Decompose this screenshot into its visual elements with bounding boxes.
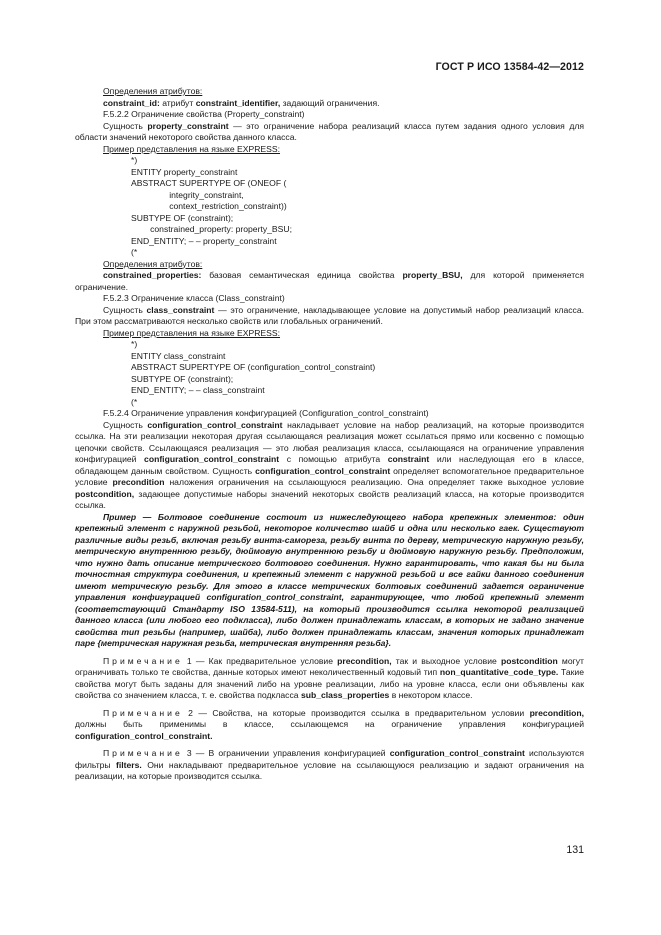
attr-name: constraint_id: [103,97,160,108]
bold-term: postcondition [500,655,558,666]
text-run: Они накладывают предварительное условие на ссылающуюся реализацию и задают ограничения на реализации, на которые производится ссылка. [75,759,584,781]
code-line: *) [131,155,138,165]
attr-constrained-properties [75,270,584,293]
section-heading-f522: F.5.2.2 Ограничение свойства (Property_constraint) [103,109,305,119]
note-label: Примечание [103,655,183,666]
code-line: *) [131,339,138,349]
bolt-connection-example: Пример — Болтовое соединение состоит из нижеследующего набора крепежных элементов: один крепежный элемент с наружной резьбой, некоторое количество шайб и одна или несколько гаек. Существуют различные виды резьб, включая резьбу винта-самореза, резьбу винта по дереву, метрическую наружную резьбу, метрическую внутреннюю резьбу, дюймовую внутреннюю резьбу и дюймовую наружную резьбу. Предположим, что нужно дать описание метрического болтового соединения. Нужно гарантировать, что какая бы ни была точностная структура соединения, и крепежный элемент с наружной резьбой и все гайки данного соединения имеют метрическую резьбу. Для этого в классе метрических болтовых соединений задается ограничение управления конфигурацией configuration_control_constraint, гарантирующее, что любой крепежный элемент (соответствующий Стандарту ISO 13584-511), на который производится ссылка некоторой реализацией данного класса (или любого его подкласса), либо должен принадлежать классам, в которых не задано значение свойства тип резьбы (например, шайба), либо должен принадлежать классам, значения которых принадлежат паре {метрическая наружная резьба, метрическая внутренняя резьба}. [75,511,584,648]
class-constraint-paragraph [75,305,584,328]
section-heading-f524: F.5.2.4 Ограничение управления конфигурацией (Configuration_control_constraint) [103,408,429,418]
text-run: 1 — Как предварительное условие [182,655,338,666]
note-label: Примечание [103,748,183,758]
text-run: 2 — Свойства, на которые производится ссылка в предварительном условии [182,707,530,718]
text-run: Сущность [103,419,148,430]
bold-term: property_BSU, [402,270,463,280]
note-3 [75,748,584,783]
bold-term: non_quantitative_code_type. [439,667,559,677]
code-line: ABSTRACT SUPERTYPE OF (configuration_control_constraint) [131,362,376,372]
text-run: атрибут [159,97,196,108]
text-run: Сущность [103,120,148,131]
bold-term: constraint [387,454,430,464]
text-run: накладывает условие на набор реализаций, на которые производится ссылка. На эти реализации некоторая другая ссылающаяся реализация может ссылаться прямо или косвенно с помощью цепочки свойств. Ссылающаяся реализация — это любая реализация класса, ссылающаяся на ограничение управления конфигурацией [75,419,584,464]
code-line: ENTITY class_constraint [131,350,226,361]
bold-term: configuration_control_constraint [255,465,391,476]
page-number: 131 [566,844,584,856]
bold-term: configuration_control_constraint. [75,730,213,741]
text-run: должны быть применимы в классе, ссылающемся на ограничение управления конфигурацией [75,719,584,729]
attr-definitions-heading [75,86,584,98]
text-run: задающее допустимые наборы значений некоторых свойств реализаций класса, на которые производится ссылка. [75,488,584,510]
code-line: ENTITY property_constraint [131,166,238,177]
attr-constraint-id [75,98,584,110]
code-line: END_ENTITY; – – class_constraint [131,385,265,395]
code-line: constrained_property: property_BSU; [131,224,292,234]
text-run: базовая семантическая единица свойства [201,270,403,280]
code-line: ABSTRACT SUPERTYPE OF (ONEOF ( [131,178,287,188]
bold-term: property_constraint [147,120,229,131]
text-run: наложения ограничения на ссылающуюся реализацию. Она определяет также выходное условие [164,477,585,487]
code-line: (* [131,247,138,257]
code-line: (* [131,396,138,407]
text-run: 3 — В ограничении управления конфигурацией [182,748,390,758]
express-example-heading [75,328,584,340]
note-1 [75,656,584,702]
bold-term: postcondition, [75,488,135,499]
attr-heading-text: Определения атрибутов: [103,258,203,269]
text-run: или наследующая его в классе, обладающем данным свойством. Сущность [75,454,584,476]
configuration-control-paragraph [75,420,584,512]
attr-definitions-heading [75,259,584,271]
express-code-block [75,155,584,259]
text-run: для которой применяется ограничение. [75,270,584,292]
attr-heading-text: Определения атрибутов: [103,86,203,96]
text-run: с помощью атрибута [279,454,388,464]
code-line: SUBTYPE OF (constraint); [131,212,234,223]
bold-term: precondition [112,477,165,487]
express-code-block [75,339,584,408]
text-run: Такие свойства могут быть заданы для значений либо на уровне реализации, либо на уровне класса, если они объявлены как свойства со значением класса, т. е. свойства подкласса [75,667,584,700]
bold-term: sub_class_properties [300,690,390,700]
note-2 [75,708,584,743]
code-line: SUBTYPE OF (constraint); [131,373,234,384]
text-run: определяет вспомогательное предварительное условие [75,465,584,487]
text-run: в некотором классе. [389,690,473,700]
bold-term: configuration_control_constraint [144,454,280,464]
text-run: задающий ограничения. [280,97,380,108]
bold-term: precondition, [337,655,392,666]
property-constraint-paragraph [75,121,584,144]
text-run: могут ограничивать только те свойства, данные которых имеют неколичественный кодовый тип [75,655,584,677]
bold-term: filters. [116,759,142,770]
express-heading-text: Пример представления на языке EXPRESS: [103,327,281,338]
text-run: используются фильтры [75,748,584,770]
text-run: — это ограничение набора реализаций класса путем задания одного условия для области значений некоторого свойства данного класса. [75,120,584,142]
bold-term: configuration_control_constraint [147,419,283,430]
text-run: — это ограничение, накладывающее условие на допустимый набор реализаций класса. При этом рассматриваются несколько свойств или глобальных ограничений. [75,304,584,326]
bold-term: precondition, [529,707,584,718]
text-run: Сущность [103,304,147,315]
section-heading-f523: F.5.2.3 Ограничение класса (Class_constraint) [103,293,285,303]
code-line: END_ENTITY; – – property_constraint [131,235,277,246]
bold-term: constraint_identifier, [195,97,281,108]
note-label: Примечание [103,707,183,718]
code-line: context_restriction_constraint)) [131,201,287,211]
express-example-heading [75,144,584,156]
bold-term: configuration_control_constraint [389,748,525,758]
attr-name: constrained_properties: [103,270,202,280]
page-content [75,86,584,783]
express-heading-text: Пример представления на языке EXPRESS: [103,143,281,154]
standard-header: ГОСТ Р ИСО 13584-42—2012 [435,61,584,73]
text-run: так и выходное условие [391,655,501,666]
bold-term: class_constraint [146,304,215,315]
code-line: integrity_constraint, [131,189,244,200]
